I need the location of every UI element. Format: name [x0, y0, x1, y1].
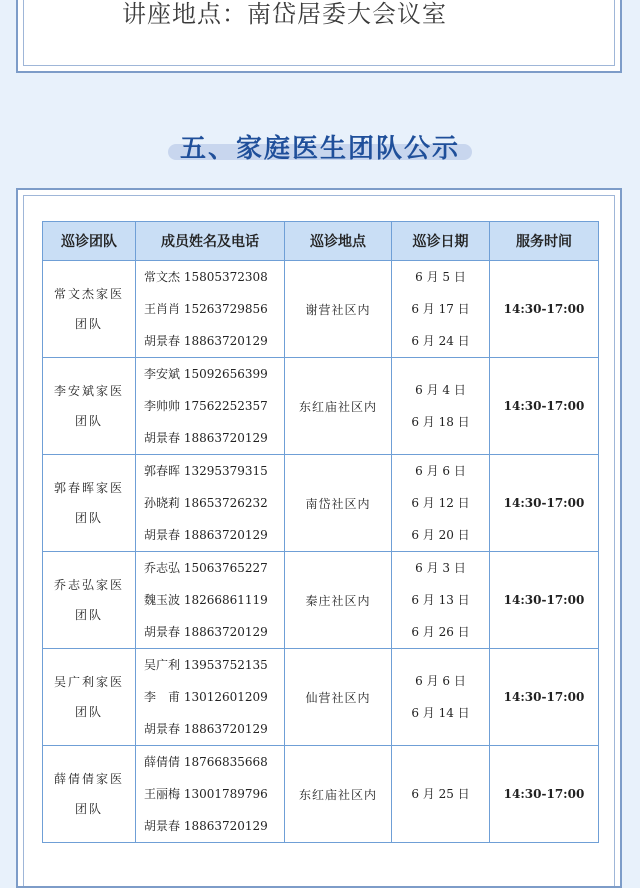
visit-date: 6 月 4 日: [415, 383, 466, 397]
visit-dates: [392, 649, 490, 746]
team-name: 李安斌家医团队: [43, 358, 136, 455]
lecture-venue: 讲座地点：南岱居委大会议室: [122, 0, 447, 28]
member-entry: 李帅帅 17562252357: [144, 399, 268, 413]
team-name: 乔志弘家医团队: [43, 552, 136, 649]
visit-location: 东红庙社区内: [285, 746, 392, 843]
table-row: [43, 455, 599, 552]
table-row: [43, 261, 599, 358]
team-name: 吴广利家医团队: [43, 649, 136, 746]
visit-dates: [392, 261, 490, 358]
member-entry: 胡景春 18863720129: [144, 625, 268, 639]
member-entry: 胡景春 18863720129: [144, 334, 268, 348]
visit-dates: [392, 746, 490, 843]
team-members: [136, 552, 285, 649]
member-entry: 胡景春 18863720129: [144, 528, 268, 542]
table-row: [43, 649, 599, 746]
lecture-card: [16, 0, 622, 73]
visit-date: 6 月 25 日: [411, 787, 470, 801]
visit-date: 6 月 26 日: [411, 625, 470, 639]
visit-location: 仙营社区内: [285, 649, 392, 746]
visit-date: 6 月 6 日: [415, 464, 466, 478]
service-time: 14:30-17:00: [490, 261, 599, 358]
visit-date: 6 月 13 日: [411, 593, 470, 607]
member-entry: 王肖肖 15263729856: [144, 302, 268, 316]
team-members: [136, 746, 285, 843]
team-name: 薛倩倩家医团队: [43, 746, 136, 843]
team-name: 常文杰家医团队: [43, 261, 136, 358]
member-entry: 胡景春 18863720129: [144, 431, 268, 445]
member-entry: 魏玉波 18266861119: [144, 593, 268, 607]
visit-location: 秦庄社区内: [285, 552, 392, 649]
visit-date: 6 月 3 日: [415, 561, 466, 575]
table-header-row: [43, 222, 599, 261]
visit-date: 6 月 5 日: [415, 270, 466, 284]
service-time: 14:30-17:00: [490, 552, 599, 649]
visit-date: 6 月 17 日: [411, 302, 470, 316]
header-dates: 巡诊日期: [392, 222, 490, 261]
table-row: [43, 552, 599, 649]
member-entry: 孙晓莉 18653726232: [144, 496, 268, 510]
header-time: 服务时间: [490, 222, 599, 261]
visit-dates: [392, 552, 490, 649]
visit-dates: [392, 455, 490, 552]
visit-date: 6 月 20 日: [411, 528, 470, 542]
member-entry: 吴广利 13953752135: [144, 658, 268, 672]
visit-date: 6 月 12 日: [411, 496, 470, 510]
service-time: 14:30-17:00: [490, 358, 599, 455]
member-entry: 王丽梅 13001789796: [144, 787, 268, 801]
section-title: 五、家庭医生团队公示: [179, 134, 460, 164]
member-entry: 常文杰 15805372308: [144, 270, 268, 284]
header-members: 成员姓名及电话: [136, 222, 285, 261]
visit-location: 南岱社区内: [285, 455, 392, 552]
team-name: 郭春晖家医团队: [43, 455, 136, 552]
member-entry: 郭春晖 13295379315: [144, 464, 268, 478]
member-entry: 李安斌 15092656399: [144, 367, 268, 381]
member-entry: 乔志弘 15063765227: [144, 561, 268, 575]
team-members: [136, 649, 285, 746]
visit-location: 谢营社区内: [285, 261, 392, 358]
visit-date: 6 月 24 日: [411, 334, 470, 348]
service-time: 14:30-17:00: [490, 746, 599, 843]
member-entry: 胡景春 18863720129: [144, 722, 268, 736]
member-entry: 李 甫 13012601209: [144, 690, 268, 704]
doctor-team-table: [42, 221, 599, 843]
member-entry: 薛倩倩 18766835668: [144, 755, 268, 769]
service-time: 14:30-17:00: [490, 455, 599, 552]
header-location: 巡诊地点: [285, 222, 392, 261]
visit-date: 6 月 14 日: [411, 706, 470, 720]
team-members: [136, 261, 285, 358]
visit-dates: [392, 358, 490, 455]
table-row: [43, 746, 599, 843]
visit-date: 6 月 18 日: [411, 415, 470, 429]
service-time: 14:30-17:00: [490, 649, 599, 746]
header-team: 巡诊团队: [43, 222, 136, 261]
visit-location: 东红庙社区内: [285, 358, 392, 455]
section-header: [0, 120, 640, 180]
member-entry: 胡景春 18863720129: [144, 819, 268, 833]
visit-date: 6 月 6 日: [415, 674, 466, 688]
team-members: [136, 455, 285, 552]
table-row: [43, 358, 599, 455]
team-members: [136, 358, 285, 455]
